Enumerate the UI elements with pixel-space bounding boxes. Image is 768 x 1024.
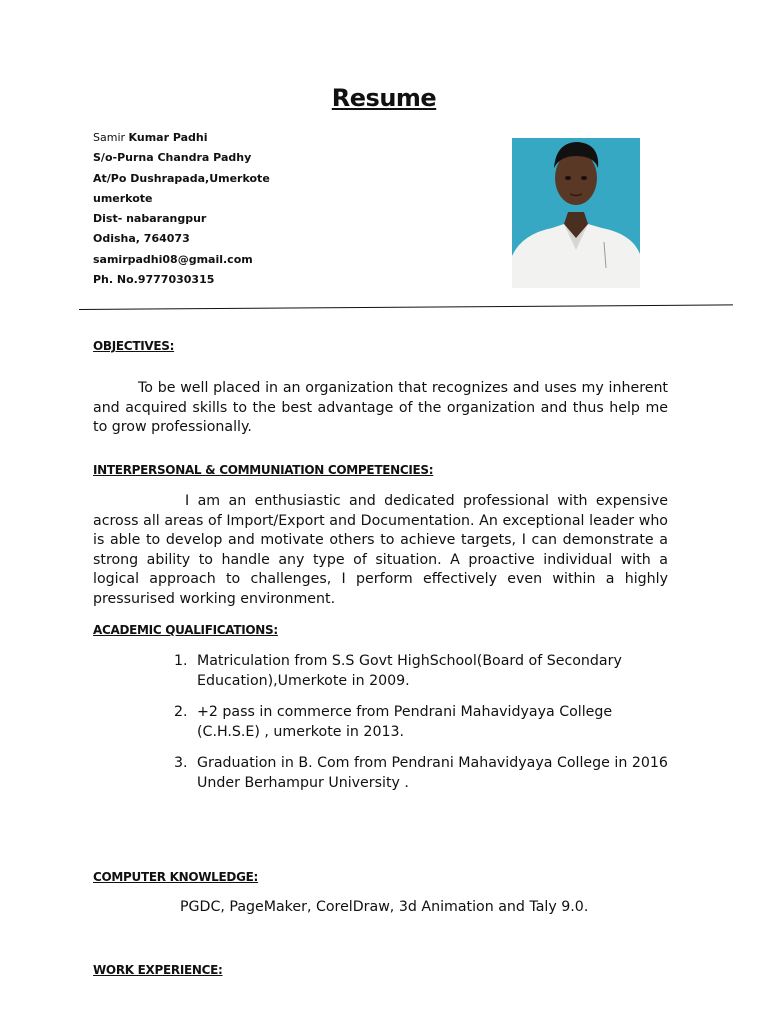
contact-address: At/Po Dushrapada,Umerkote (93, 171, 270, 185)
header-divider (79, 304, 733, 310)
list-number: 2. (174, 704, 188, 720)
list-number: 1. (174, 653, 188, 669)
contact-district: Dist- nabarangpur (93, 212, 207, 226)
profile-photo (512, 138, 640, 288)
objectives-heading: OBJECTIVES: (93, 339, 175, 353)
academic-list (174, 652, 674, 805)
work-heading: WORK EXPERIENCE: (93, 963, 223, 977)
academic-heading: ACADEMIC QUALIFICATIONS: (93, 623, 278, 637)
name-rest: Kumar Padhi (128, 131, 208, 144)
contact-phone: Ph. No.9777030315 (93, 273, 215, 287)
contact-state: Odisha, 764073 (93, 232, 190, 246)
contact-town: umerkote (93, 191, 153, 205)
contact-name (93, 128, 270, 148)
name-first: Samir (93, 131, 126, 144)
list-item (174, 652, 674, 691)
contact-parent: S/o-Purna Chandra Padhy (93, 151, 252, 165)
qualification-text: +2 pass in commerce from Pendrani Mahavidyaya College (C.H.S.E) , umerkote in 2013. (197, 704, 613, 740)
qualification-text: Matriculation from S.S Govt HighSchool(Board of Secondary Education),Umerkote in 2009. (197, 653, 622, 689)
person-photo-icon (512, 138, 640, 288)
resume-title: Resume (331, 84, 437, 112)
qualification-text: Graduation in B. Com from Pendrani Mahavidyaya College in 2016 Under Berhampur University . (197, 755, 668, 791)
objectives-text: To be well placed in an organization that recognizes and uses my inherent and acquired skills to the best advantage of the organization and thus help me to grow professionally. (93, 380, 668, 435)
list-item (174, 703, 674, 742)
contact-email: samirpadhi08@gmail.com (93, 252, 253, 266)
computer-text: PGDC, PageMaker, CorelDraw, 3d Animation and Taly 9.0. (180, 899, 589, 915)
contact-block (93, 128, 270, 290)
computer-heading: COMPUTER KNOWLEDGE: (93, 870, 259, 884)
list-item (174, 754, 674, 793)
interpersonal-text: I am an enthusiastic and dedicated professional with expensive across all areas of Import/Export and Documentation. An exceptional leader who is able to develop and motivate others to achieve targets, I can demonstrate a strong ability to handle any type of situation. A proactive individual with a logical approach to challenges, I perform effectively even within a highly pressurised working environment. (93, 493, 668, 607)
interpersonal-heading: INTERPERSONAL & COMMUNIATION COMPETENCIES: (93, 463, 434, 477)
list-number: 3. (174, 755, 188, 771)
